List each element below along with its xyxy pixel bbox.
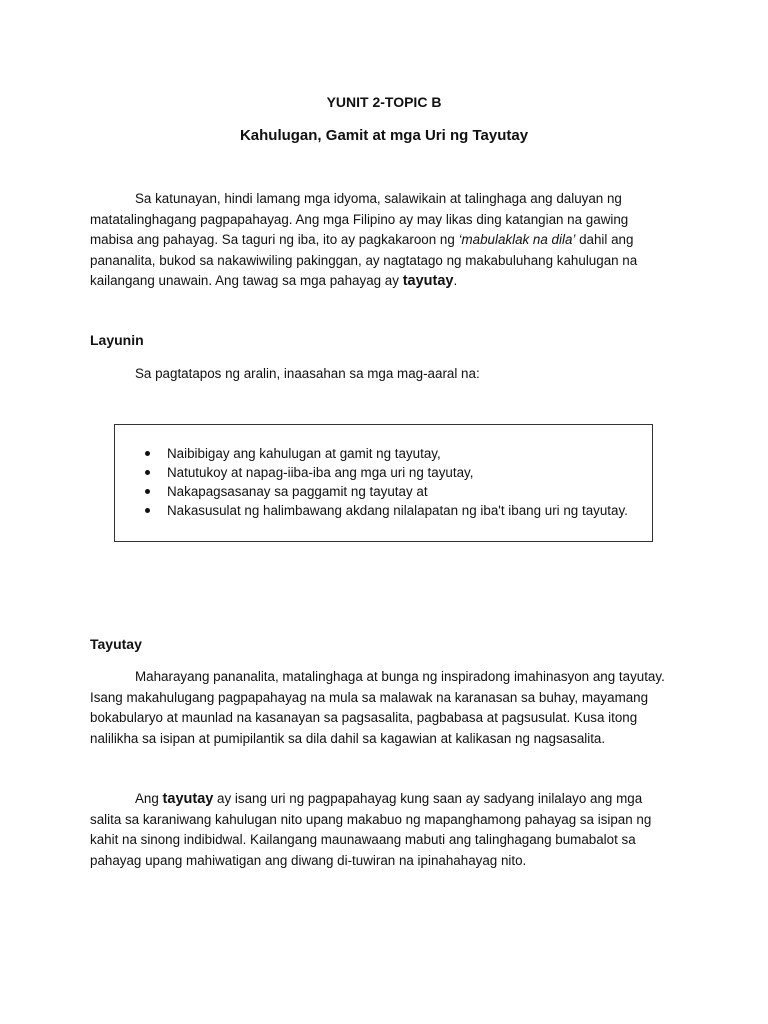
tayutay-paragraph-2-rest: ay isang uri ng pagpapahayag kung saan ay sadyang inilalayo ang mga salita sa karaniwang kahulugan nito upang makabuo ng mapanghamong pahayag sa isipan ng kahit na sinong indibidwal. Kailangang maunawaang mabuti ang talinghagang bumabalot sa pahayag upang mahiwatigan ang diwang di-tuwiran na ipinahahayag nito. <box>90 791 652 868</box>
intro-text-3: . <box>453 273 458 289</box>
intro-text-2: dahil ang pananalita, bukod sa nakawiwiling pakinggan, ay nagtatago ng makabuluhang kahulugan na kailangang unawain. Ang tawag sa mga pahayag ay <box>90 232 638 289</box>
lesson-title: Kahulugan, Gamit at mga Uri ng Tayutay <box>239 127 529 144</box>
unit-title: YUNIT 2-TOPIC B <box>326 94 442 110</box>
objective-item: Naibibigay ang kahulugan at gamit ng tayutay, <box>143 444 628 463</box>
tayutay-paragraph-1 <box>90 667 670 749</box>
objective-item: Nakasusulat ng halimbawang akdang nilalapatan ng iba't ibang uri ng tayutay. <box>143 501 628 520</box>
objectives-list <box>143 444 628 520</box>
intro-italic-phrase: ‘mabulaklak na dila’ <box>458 232 576 248</box>
tayutay-paragraph-2-start: Ang <box>135 791 163 806</box>
tayutay-bold-term: tayutay <box>162 791 214 807</box>
objective-item: Nakapagsasanay sa paggamit ng tayutay at <box>143 482 628 501</box>
objectives-lead-text: Sa pagtatapos ng aralin, inaasahan sa mga mag-aaral na: <box>135 366 480 381</box>
tayutay-paragraph-1-text: Maharayang pananalita, matalinghaga at bunga ng inspiradong imahinasyon ang tayutay. Isang makahulugang pagpapahayag na mula sa malawak na karanasan sa buhay, mayamang bokabularyo at maunlad na kasanayan sa pagsasalita, pagbabasa at pagsusulat. Kusa itong nalilikha sa isipan at pumipilantik sa dila dahil sa kagawian at kalikasan ng nagsasalita. <box>90 669 665 746</box>
objective-item: Natutukoy at napag-iiba-iba ang mga uri ng tayutay, <box>143 463 628 482</box>
tayutay-heading: Tayutay <box>90 636 142 652</box>
objectives-heading: Layunin <box>90 332 144 348</box>
tayutay-paragraph-2 <box>90 789 670 871</box>
intro-paragraph <box>90 189 670 292</box>
objectives-lead <box>90 364 670 385</box>
objectives-box <box>114 424 653 542</box>
intro-text-1: Sa katunayan, hindi lamang mga idyoma, salawikain at talinghaga ang daluyan ng matatalinghagang pagpapahayag. Ang mga Filipino ay may likas ding katangian na gawing mabisa ang pahayag. Sa taguri ng iba, ito ay pagkakaroon ng <box>90 191 629 248</box>
intro-bold-term: tayutay <box>402 273 454 290</box>
